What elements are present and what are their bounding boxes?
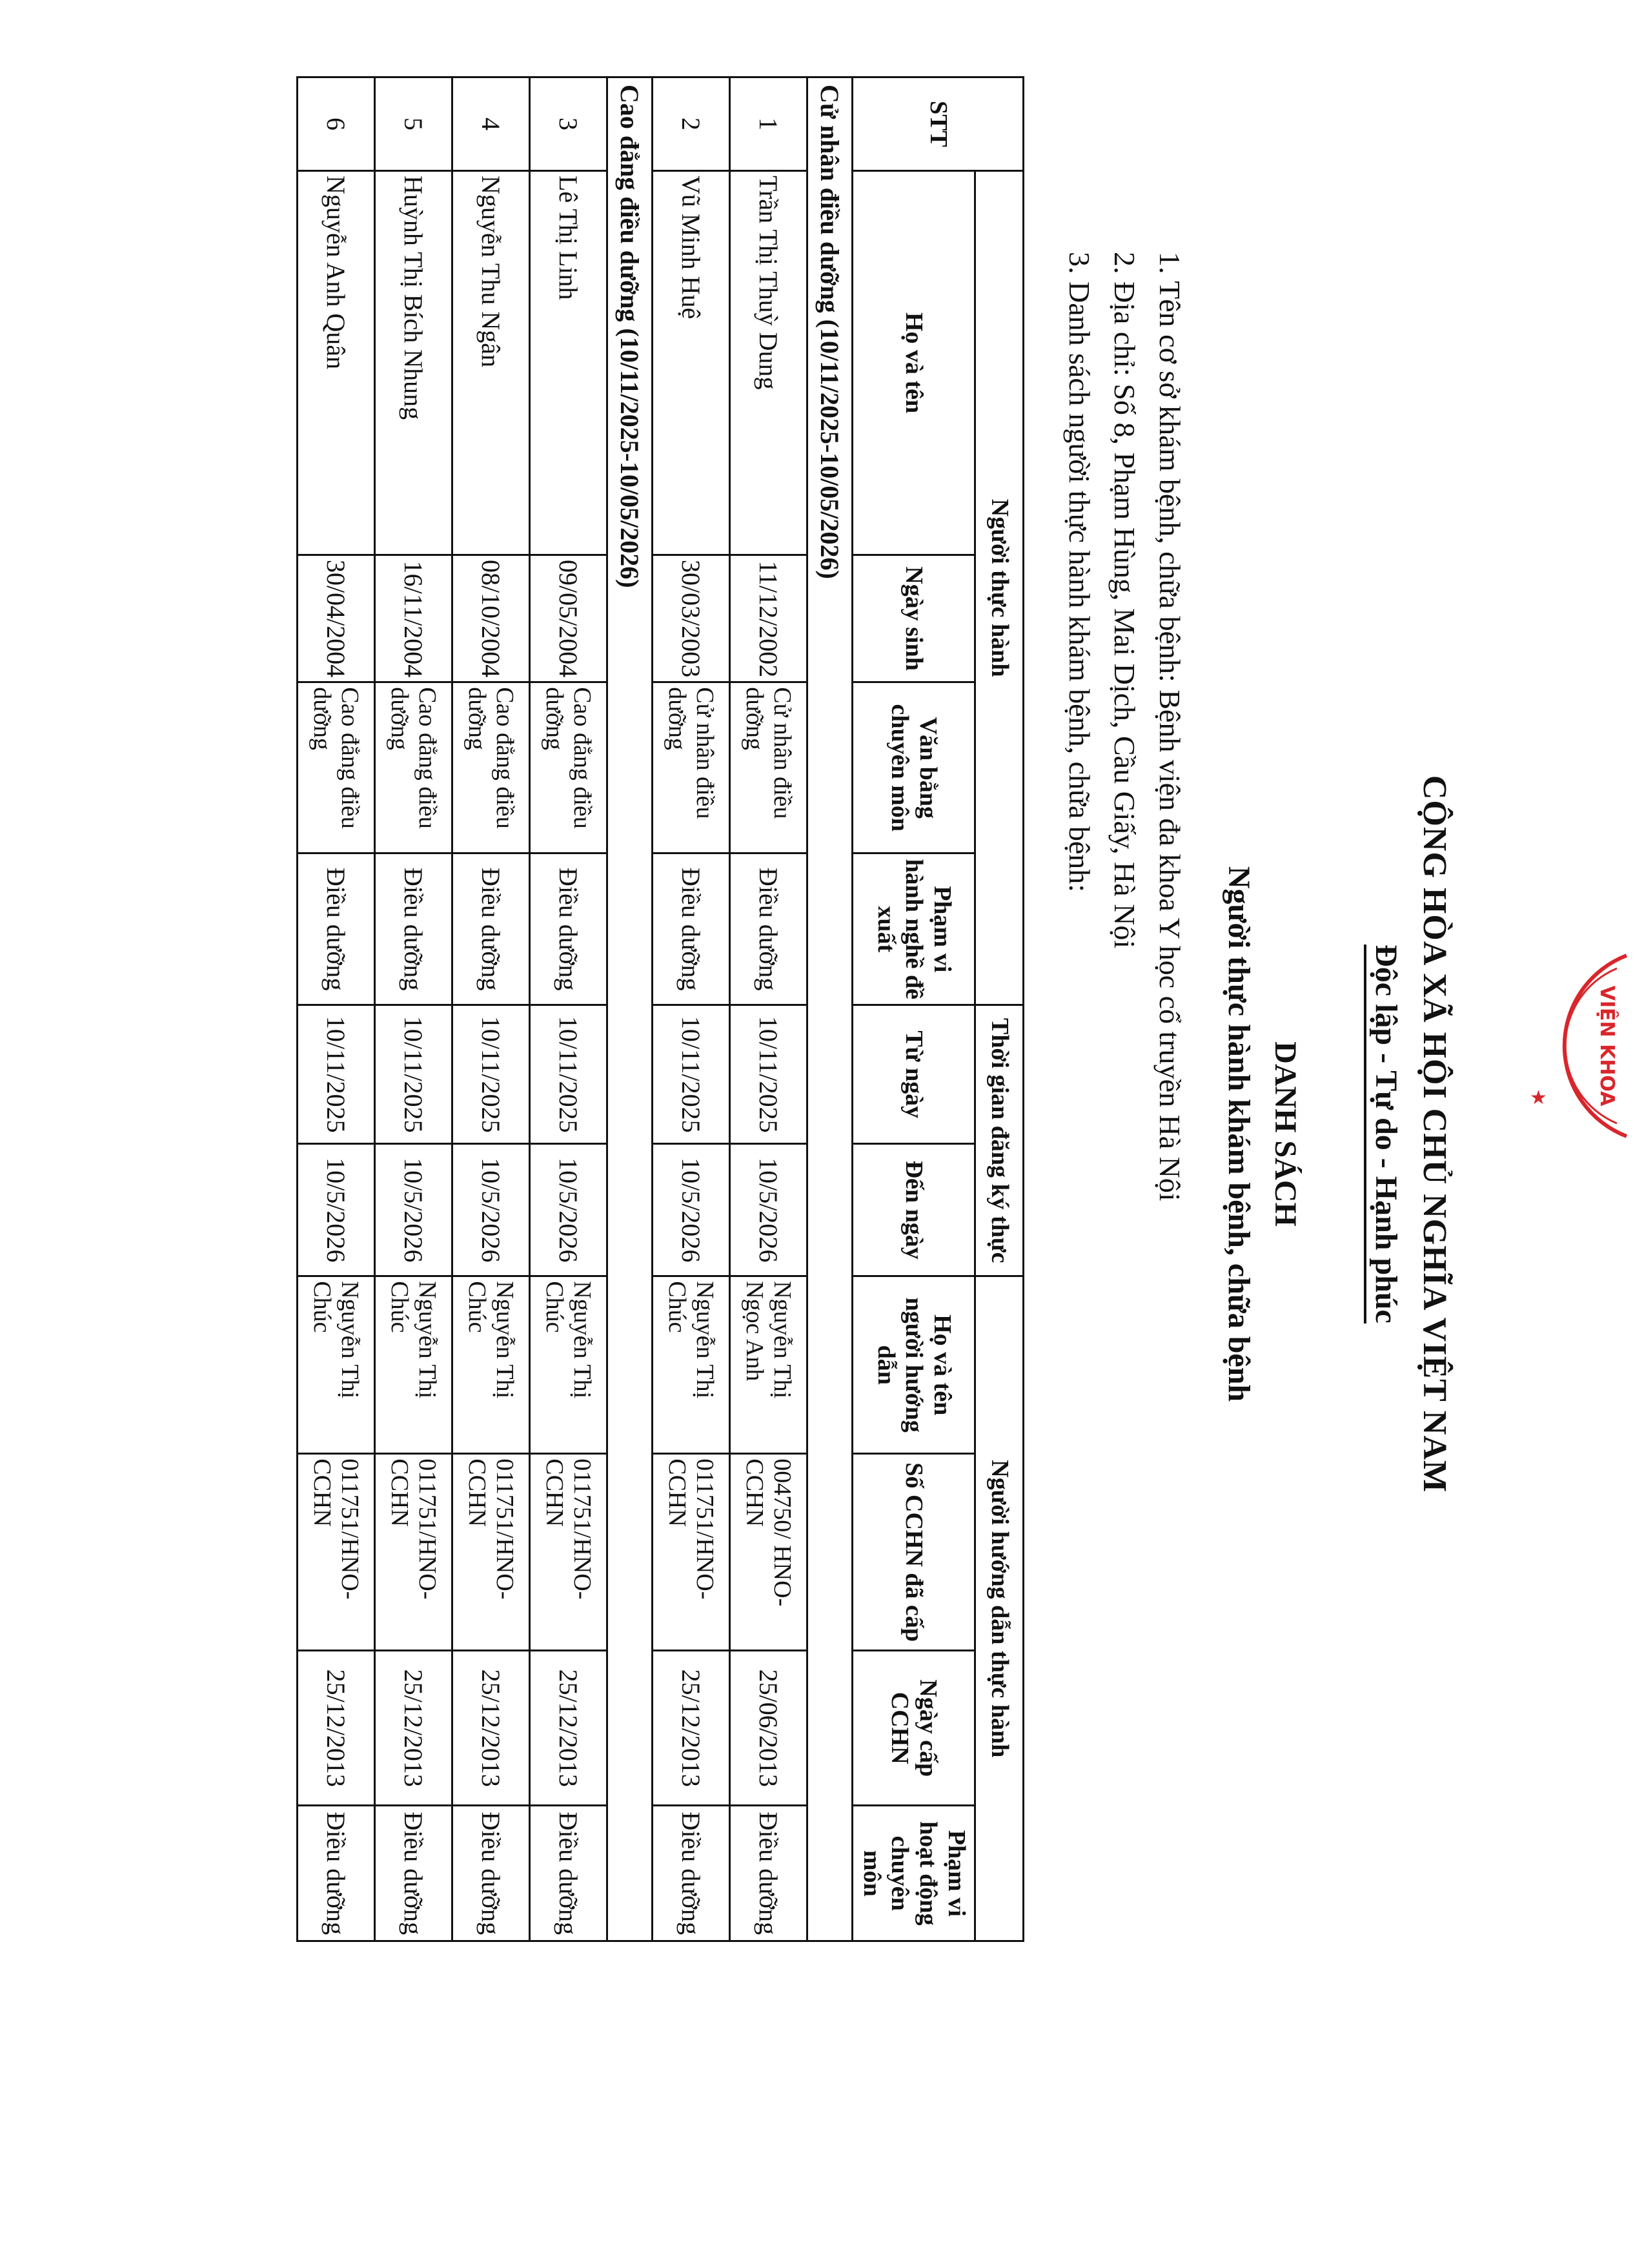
- cell-cchn-date: 25/12/2013: [298, 1651, 375, 1806]
- cell-cchn-date: 25/06/2013: [730, 1651, 807, 1806]
- cell-from: 10/11/2025: [530, 1005, 607, 1144]
- cell-dob: 30/03/2003: [653, 555, 730, 682]
- cell-name: Vũ Minh Huệ: [653, 171, 730, 555]
- cell-dob: 16/11/2004: [375, 555, 452, 682]
- cell-sup-name: Nguyễn Thị Chúc: [375, 1276, 452, 1454]
- cell-to: 10/5/2026: [653, 1144, 730, 1276]
- cell-stt: 2: [653, 77, 730, 171]
- cell-stt: 4: [452, 77, 530, 171]
- header-sup-name: Họ và tên người hướng dẫn: [853, 1276, 975, 1454]
- table-row: [298, 77, 375, 1941]
- cell-from: 10/11/2025: [375, 1005, 452, 1144]
- cell-scope: Điều dưỡng: [653, 853, 730, 1005]
- cell-degree: Cao đẳng điều dưỡng: [452, 682, 530, 853]
- table-row: [653, 77, 730, 1941]
- cell-dob: 11/12/2002: [730, 555, 807, 682]
- practitioner-table: [296, 76, 1024, 1942]
- header-degree: Văn bằng chuyên môn: [853, 682, 975, 853]
- section-row: [607, 77, 653, 1941]
- cell-to: 10/5/2026: [298, 1144, 375, 1276]
- address-line: 2. Địa chỉ: Số 8, Phạm Hùng, Mai Dịch, Cầu Giấy, Hà Nội: [1108, 252, 1141, 949]
- cell-dob: 08/10/2004: [452, 555, 530, 682]
- header-from: Từ ngày: [853, 1005, 975, 1144]
- list-intro-line: 3. Danh sách người thực hành khám bệnh, chữa bệnh:: [1063, 252, 1096, 893]
- motto-text: Độc lập - Tự do - Hạnh phúc: [1364, 945, 1403, 1323]
- cell-dob: 09/05/2004: [530, 555, 607, 682]
- cell-degree: Cao đẳng điều dưỡng: [375, 682, 452, 853]
- header-stt: STT: [853, 77, 1024, 171]
- table-row: [530, 77, 607, 1941]
- cell-from: 10/11/2025: [452, 1005, 530, 1144]
- cell-degree: Cao đẳng điều dưỡng: [298, 682, 375, 853]
- cell-from: 10/11/2025: [730, 1005, 807, 1144]
- cell-stt: 3: [530, 77, 607, 171]
- cell-degree: Cao đẳng điều dưỡng: [530, 682, 607, 853]
- header-cchn-date: Ngày cấp CCHN: [853, 1651, 975, 1806]
- cell-sup-scope: Điều dưỡng: [452, 1806, 530, 1941]
- header-name: Họ và tên: [853, 171, 975, 555]
- cell-cchn: 011751/HNO-CCHN: [653, 1454, 730, 1651]
- header-to: Đến ngày: [853, 1144, 975, 1276]
- cell-stt: 1: [730, 77, 807, 171]
- cell-name: Nguyễn Anh Quân: [298, 171, 375, 555]
- cell-cchn: 011751/HNO-CCHN: [375, 1454, 452, 1651]
- cell-name: Lê Thị Linh: [530, 171, 607, 555]
- cell-from: 10/11/2025: [653, 1005, 730, 1144]
- cell-degree: Cử nhân điều dưỡng: [730, 682, 807, 853]
- cell-scope: Điều dưỡng: [452, 853, 530, 1005]
- header-group-practitioner: Người thực hành: [975, 171, 1024, 1005]
- cell-scope: Điều dưỡng: [375, 853, 452, 1005]
- cell-cchn: 011751/HNO-CCHN: [530, 1454, 607, 1651]
- header-group-time: Thời gian đăng ký thực: [975, 1005, 1024, 1276]
- cell-stt: 6: [298, 77, 375, 171]
- cell-cchn: 011751/HNO-CCHN: [452, 1454, 530, 1651]
- cell-cchn-date: 25/12/2013: [452, 1651, 530, 1806]
- section-label: Cao đẳng điều dưỡng (10/11/2025-10/05/2026): [607, 77, 653, 1941]
- cell-to: 10/5/2026: [530, 1144, 607, 1276]
- cell-scope: Điều dưỡng: [298, 853, 375, 1005]
- cell-cchn-date: 25/12/2013: [653, 1651, 730, 1806]
- cell-scope: Điều dưỡng: [730, 853, 807, 1005]
- cell-sup-scope: Điều dưỡng: [530, 1806, 607, 1941]
- header-scope: Phạm vi hành nghề đề xuất: [853, 853, 975, 1005]
- cell-cchn: 011751/HNO-CCHN: [298, 1454, 375, 1651]
- cell-name: Trần Thị Thuỳ Dung: [730, 171, 807, 555]
- cell-cchn-date: 25/12/2013: [375, 1651, 452, 1806]
- facility-name-line: 1. Tên cơ sở khám bệnh, chữa bệnh: Bệnh viện đa khoa Y học cổ truyền Hà Nội: [1153, 252, 1186, 1201]
- table-row: [452, 77, 530, 1941]
- cell-scope: Điều dưỡng: [530, 853, 607, 1005]
- cell-to: 10/5/2026: [730, 1144, 807, 1276]
- country-heading: CỘNG HÒA XÃ HỘI CHỦ NGHĨA VIỆT NAM: [1416, 775, 1453, 1493]
- cell-degree: Cử nhân điều dưỡng: [653, 682, 730, 853]
- stamp-text: VIỆN KHOA: [1596, 985, 1618, 1107]
- cell-sup-scope: Điều dưỡng: [730, 1806, 807, 1941]
- motto: [1368, 0, 1404, 2268]
- cell-cchn-date: 25/12/2013: [530, 1651, 607, 1806]
- cell-sup-scope: Điều dưỡng: [375, 1806, 452, 1941]
- header-sup-scope: Phạm vi hoạt động chuyên môn: [853, 1806, 975, 1941]
- stamp-star: ★: [1530, 1087, 1547, 1109]
- cell-sup-name: Nguyễn Thị Chúc: [653, 1276, 730, 1454]
- red-seal-stamp: [1504, 949, 1633, 1143]
- cell-name: Huỳnh Thị Bích Nhung: [375, 171, 452, 555]
- cell-dob: 30/04/2004: [298, 555, 375, 682]
- page-subtitle: Người thực hành khám bệnh, chữa bệnh: [1222, 866, 1256, 1402]
- cell-stt: 5: [375, 77, 452, 171]
- header-cchn: Số CCHN đã cấp: [853, 1454, 975, 1651]
- cell-sup-scope: Điều dưỡng: [653, 1806, 730, 1941]
- cell-from: 10/11/2025: [298, 1005, 375, 1144]
- cell-cchn: 004750/ HNO-CCHN: [730, 1454, 807, 1651]
- cell-sup-name: Nguyễn Thị Ngọc Anh: [730, 1276, 807, 1454]
- cell-sup-name: Nguyễn Thị Chúc: [530, 1276, 607, 1454]
- cell-sup-name: Nguyễn Thị Chúc: [298, 1276, 375, 1454]
- table-row: [730, 77, 807, 1941]
- header-dob: Ngày sinh: [853, 555, 975, 682]
- header-group-supervisor: Người hướng dẫn thực hành: [975, 1276, 1024, 1941]
- section-label: Cử nhân điều dưỡng (10/11/2025-10/05/2026): [807, 77, 853, 1941]
- page-title: DANH SÁCH: [1268, 1041, 1303, 1227]
- section-row: [807, 77, 853, 1941]
- cell-sup-name: Nguyễn Thị Chúc: [452, 1276, 530, 1454]
- table-body: [298, 77, 853, 1941]
- cell-sup-scope: Điều dưỡng: [298, 1806, 375, 1941]
- cell-name: Nguyễn Thu Ngân: [452, 171, 530, 555]
- table-row: [375, 77, 452, 1941]
- cell-to: 10/5/2026: [452, 1144, 530, 1276]
- cell-to: 10/5/2026: [375, 1144, 452, 1276]
